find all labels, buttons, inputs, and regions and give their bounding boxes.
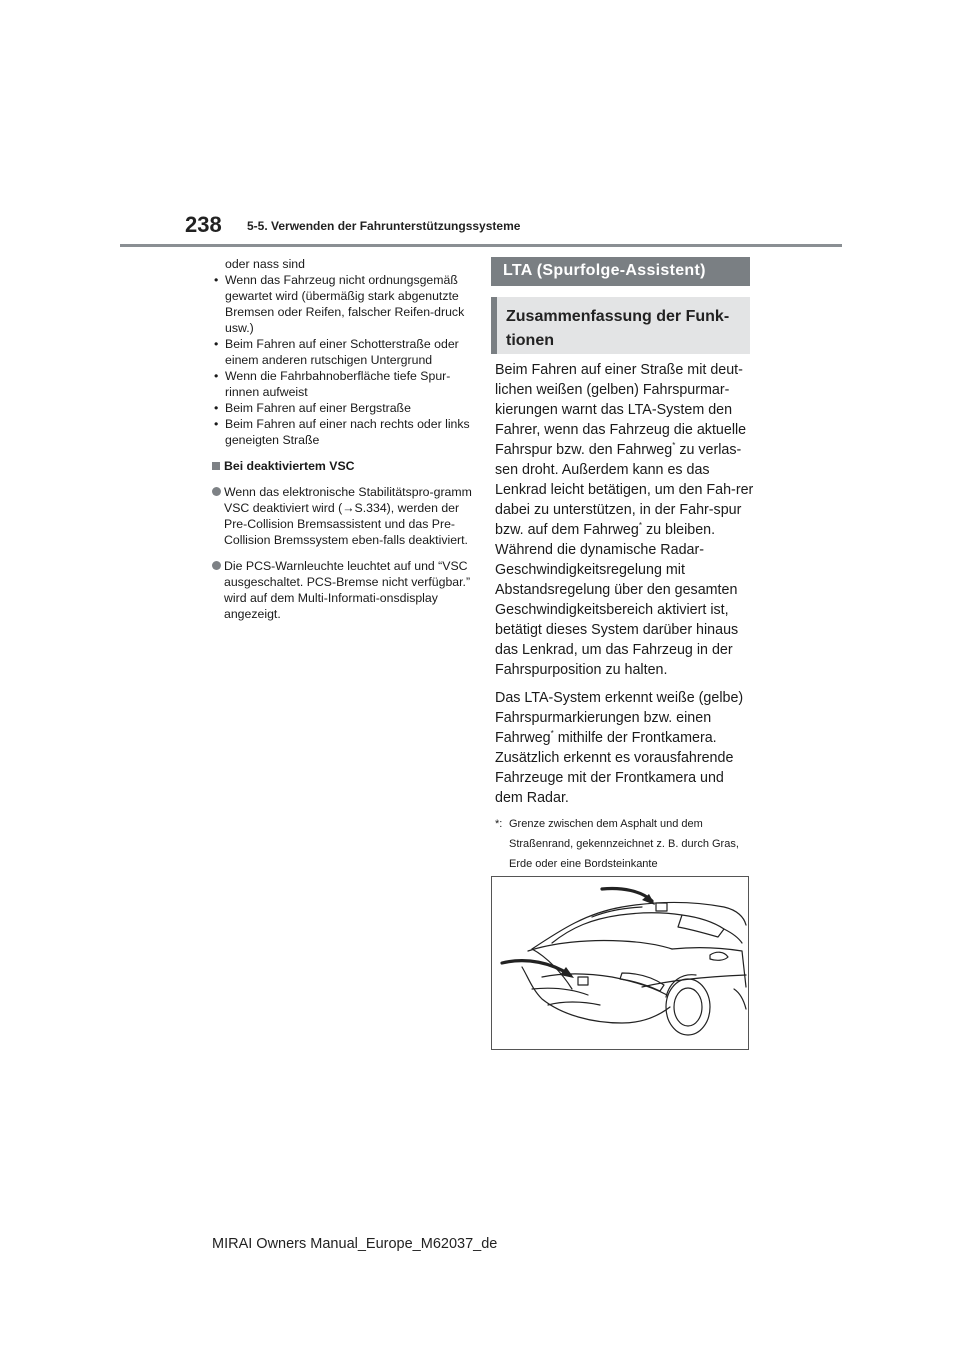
paragraph-text: mithilfe der Frontkamera. Zusätzlich erkennt es vorausfahrende Fahrzeuge mit der Frontkamera und dem Radar. (495, 730, 734, 806)
footnote-mark: *: (495, 818, 503, 830)
page-number: 238 (185, 212, 222, 237)
header-rule (120, 244, 842, 247)
vsc-item (212, 484, 474, 548)
paragraph (495, 688, 755, 808)
list-item: • Beim Fahren auf einer nach rechts oder links geneigten Straße (212, 416, 474, 448)
list-item: • Wenn das Fahrzeug nicht ordnungsgemäß gewartet wird (übermäßig stark abgenutzte Bremsen oder Reifen, falscher Reifen-druck usw.) (212, 272, 474, 336)
section-heading: LTA (Spurfolge-Assistent) (491, 257, 750, 286)
footnote-text: Grenze zwischen dem Asphalt und dem Straßenrand, gekennzeichnet z. B. durch Gras, Erde oder eine Bordsteinkante (509, 818, 739, 870)
paragraph-text: zu bleiben. Während die dynamische Radar-Geschwindigkeitsregelung mit Abstandsregelung über den gesamten Geschwindigkeitsbereich aktiviert ist, betätigt dieses System darüber hinaus das Lenkrad, um das Fahrzeug in der Fahrspurposition zu halten. (495, 522, 739, 678)
paragraph (495, 360, 755, 680)
page-reference-arrow: → (342, 501, 355, 515)
footnote-marker: * (672, 441, 676, 450)
car-camera-illustration (491, 876, 749, 1050)
footnote-marker: * (550, 729, 554, 738)
paragraph-text: Beim Fahren auf einer Straße mit deut-lichen weißen (gelben) Fahrspurmar-kierungen warnt das LTA-System den Fahrer, wenn das Fahrzeug die aktuelle Fahrspur bzw. den Fahrweg (495, 362, 747, 458)
vsc-item: Die PCS-Warnleuchte leuchtet auf und “VSC ausgeschaltet. PCS-Bremse nicht verfügbar.” wird auf dem Multi-Informati-onsdisplay angezeigt. (212, 558, 474, 622)
right-column (495, 360, 755, 874)
list-item: • Wenn die Fahrbahnoberfläche tiefe Spur-rinnen aufweist (212, 368, 474, 400)
list-item: • Beim Fahren auf einer Schotterstraße oder einem anderen rutschigen Untergrund (212, 336, 474, 368)
footnote-marker: * (638, 521, 642, 530)
vsc-item-text: S.334), werden der Pre-Collision Bremsassistent und das Pre-Collision Bremssystem eben-falls deaktiviert. (224, 501, 468, 547)
sub-heading: Zusammenfassung der Funk-tionen (491, 297, 750, 354)
paragraph-text: zu verlas-sen droht. Außerdem kann es das Lenkrad leicht betätigen, um den Fah-rer dabei zu unterstützen, in der Fahr-spur bzw. auf dem Fahrweg (495, 442, 754, 538)
vsc-item-text: Wenn das elektronische Stabilitätspro-gramm VSC deaktiviert wird ( (224, 485, 472, 515)
vsc-heading: Bei deaktiviertem VSC (212, 458, 474, 474)
continuation-text: oder nass sind (225, 257, 305, 271)
car-line-drawing (492, 877, 748, 1049)
section-header: 5-5. Verwenden der Fahrunterstützungssysteme (247, 219, 521, 233)
list-item: • Beim Fahren auf einer Bergstraße (212, 400, 474, 416)
footer-text: MIRAI Owners Manual_Europe_M62037_de (212, 1236, 498, 1252)
left-column (212, 256, 474, 622)
footnote (495, 814, 755, 874)
paragraph-text: Das LTA-System erkennt weiße (gelbe) Fahrspurmarkierungen bzw. einen Fahrweg (495, 690, 744, 746)
